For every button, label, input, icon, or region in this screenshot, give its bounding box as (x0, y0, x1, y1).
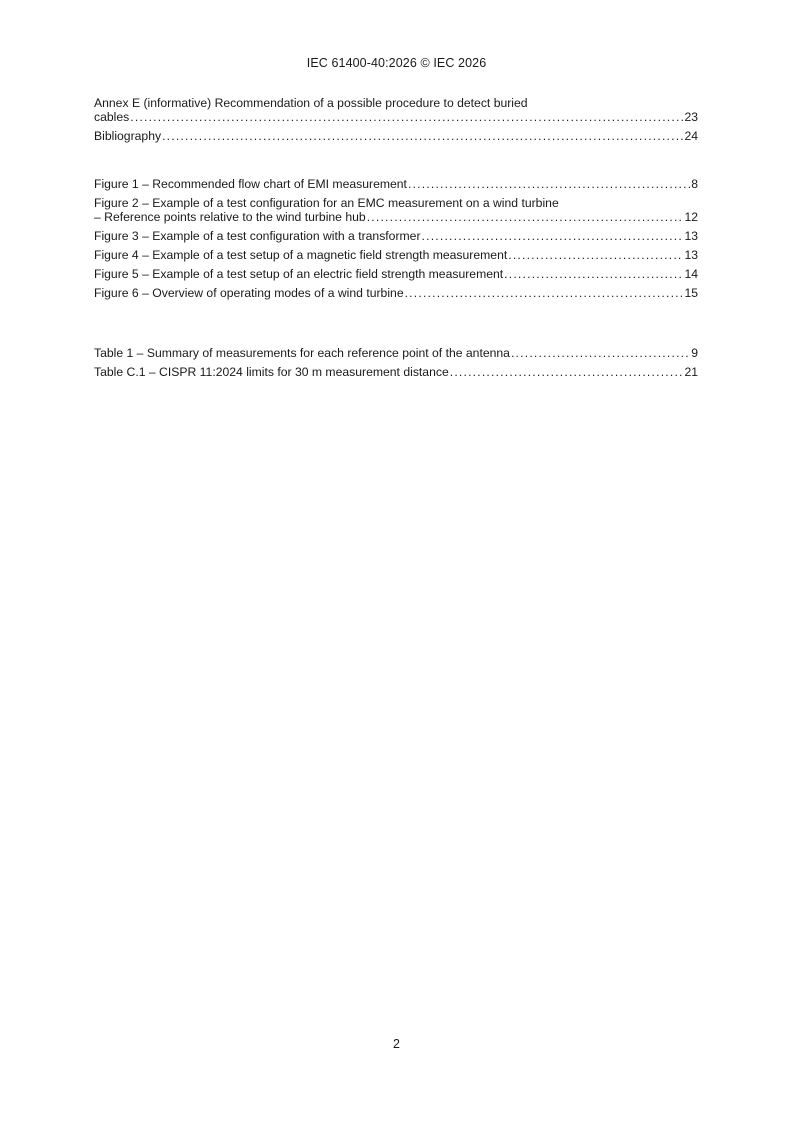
figure-entry-title: Figure 6 – Overview of operating modes of a wind turbine (94, 286, 404, 300)
figure-entry-4[interactable] (94, 248, 698, 262)
dot-leader (367, 210, 684, 224)
list-of-figures (94, 177, 698, 300)
dot-leader (511, 346, 690, 360)
table-entry-c1[interactable] (94, 365, 698, 379)
toc-entry-title: cables (94, 110, 130, 124)
table-entry-page: 21 (684, 365, 698, 379)
figure-entry-title-line: Figure 2 – Example of a test configuration for an EMC measurement on a wind turbine (94, 196, 559, 210)
dot-leader (130, 110, 683, 124)
table-entry-1[interactable] (94, 346, 698, 360)
figure-entry-page: 12 (684, 210, 698, 224)
figure-entry-title: Figure 1 – Recommended flow chart of EMI measurement (94, 177, 407, 191)
list-of-tables (94, 346, 698, 379)
page-number: 2 (393, 1037, 400, 1051)
dot-leader (405, 286, 684, 300)
figure-entry-title: Figure 4 – Example of a test setup of a magnetic field strength measurement (94, 248, 508, 262)
figure-entry-6[interactable] (94, 286, 698, 300)
figure-entry-page: 14 (684, 267, 698, 281)
toc-entry-page: 24 (684, 129, 698, 143)
figure-entry-page: 13 (684, 248, 698, 262)
dot-leader (504, 267, 683, 281)
table-entry-page: 9 (691, 346, 698, 360)
toc-entry-title-line: Annex E (informative) Recommendation of a possible procedure to detect buried (94, 96, 528, 110)
dot-leader (508, 248, 683, 262)
toc-entry-bibliography[interactable] (94, 129, 698, 143)
dot-leader (422, 229, 684, 243)
figure-entry-page: 15 (684, 286, 698, 300)
figure-entry-title: – Reference points relative to the wind turbine hub (94, 210, 366, 224)
figure-entry-3[interactable] (94, 229, 698, 243)
figure-entry-page: 13 (684, 229, 698, 243)
figure-entry-1[interactable] (94, 177, 698, 191)
toc-entry-annex-e[interactable] (94, 96, 698, 124)
dot-leader (162, 129, 683, 143)
figure-entry-page: 8 (691, 177, 698, 191)
table-entry-title: Table C.1 – CISPR 11:2024 limits for 30 m measurement distance (94, 365, 449, 379)
table-entry-title: Table 1 – Summary of measurements for each reference point of the antenna (94, 346, 510, 360)
running-header: IEC 61400-40:2026 © IEC 2026 (306, 56, 487, 70)
toc-annex-section (94, 96, 698, 143)
figure-entry-2[interactable] (94, 196, 698, 224)
figure-entry-5[interactable] (94, 267, 698, 281)
toc-entry-page: 23 (684, 110, 698, 124)
toc-entry-title: Bibliography (94, 129, 162, 143)
figure-entry-title: Figure 3 – Example of a test configuration with a transformer (94, 229, 421, 243)
figure-entry-title: Figure 5 – Example of a test setup of an electric field strength measurement (94, 267, 504, 281)
dot-leader (408, 177, 690, 191)
dot-leader (450, 365, 684, 379)
